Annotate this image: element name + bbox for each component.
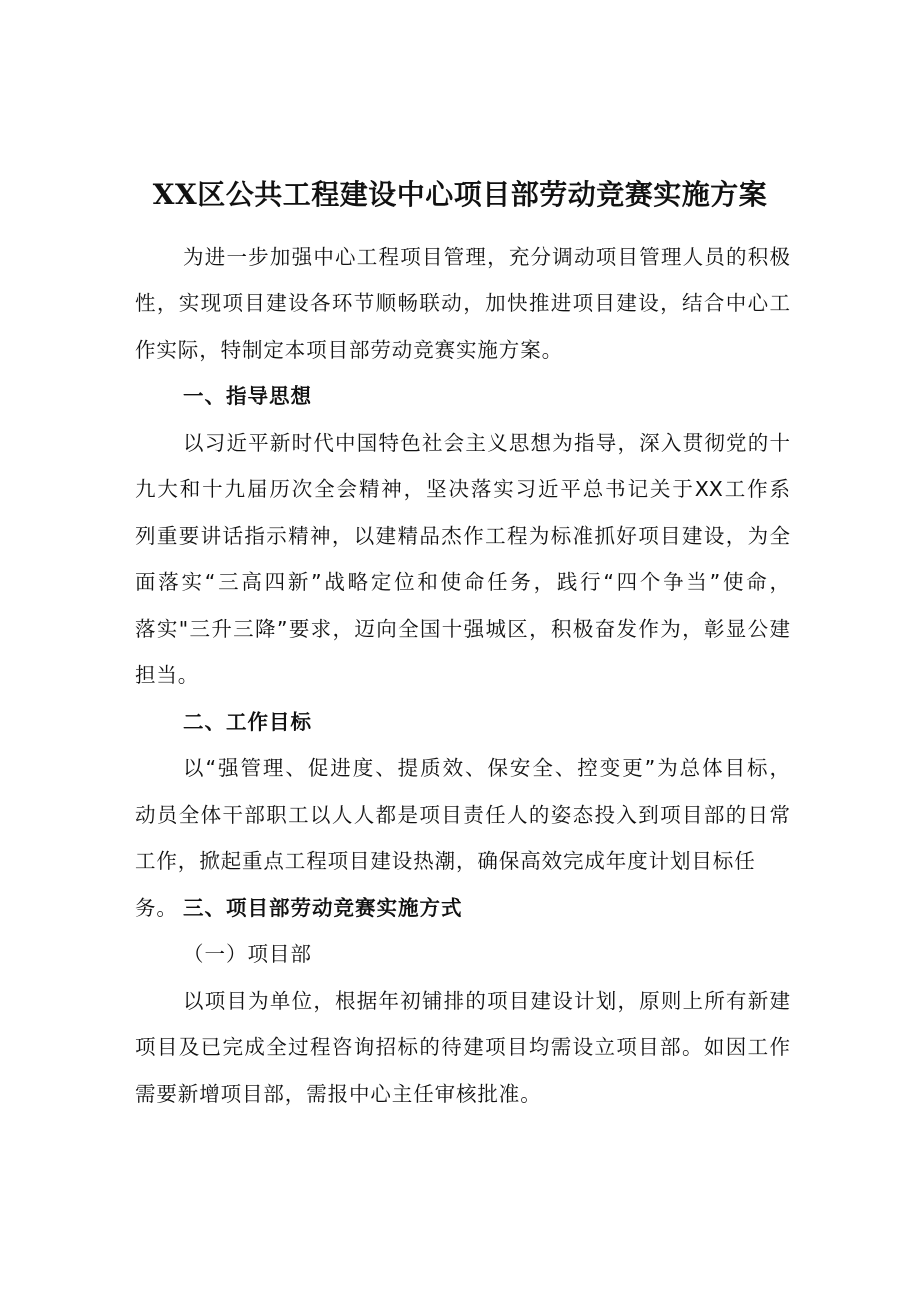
section-heading: 二、工作目标 [183, 709, 312, 734]
paragraph-line: 工作，掀起重点工程项目建设热潮，确保高效完成年度计划目标任务。 [135, 849, 756, 920]
paragraph-line: 担当。 [135, 663, 200, 688]
section-heading: 一、指导思想 [183, 384, 312, 409]
document-body [135, 234, 790, 1118]
intro-paragraph [135, 234, 790, 374]
paragraph-line: 需要新增项目部，需报中心主任审核批准。 [135, 1081, 542, 1106]
section-implementation-method [135, 885, 790, 1118]
paragraph-line: 以“强管理、促进度、提质效、保安全、控变更”为总体目标， [183, 756, 790, 781]
paragraph-line: 作实际，特制定本项目部劳动竞赛实施方案。 [135, 337, 563, 362]
paragraph-line: 面落实“三高四新”战略定位和使命任务，践行“四个争当”使命， [135, 570, 790, 595]
document-title: XX区公共工程建设中心项目部劳动竞赛实施方案 [152, 178, 768, 211]
paragraph-line: 落实"三升三降”要求，迈向全国十强城区，积极奋发作为，彰显公建 [135, 616, 790, 641]
paragraph-line: 以习近平新时代中国特色社会主义思想为指导，深入贯彻党的十 [183, 430, 790, 455]
paragraph-line: 列重要讲话指示精神，以建精品杰作工程为标准抓好项目建设，为全 [135, 523, 790, 548]
paragraph-line: 项目及已完成全过程咨询招标的待建项目均需设立项目部。如因工作 [135, 1035, 790, 1060]
paragraph-line: 为进一步加强中心工程项目管理，充分调动项目管理人员的积极 [183, 244, 790, 269]
paragraph-line: 九大和十九届历次全会精神，坚决落实习近平总书记关于XX工作系 [135, 477, 790, 502]
section-guiding-ideology [135, 373, 790, 699]
subsection-heading: （一）项目部 [183, 942, 312, 967]
paragraph-line: 动员全体干部职工以人人都是项目责任人的姿态投入到项目部的日常 [135, 802, 790, 827]
section-heading: 三、项目部劳动竞赛实施方式 [183, 895, 463, 920]
paragraph-line: 性，实现项目建设各环节顺畅联动，加快推进项目建设，结合中心工 [135, 291, 790, 316]
paragraph-line: 以项目为单位，根据年初铺排的项目建设计划，原则上所有新建 [183, 988, 790, 1013]
